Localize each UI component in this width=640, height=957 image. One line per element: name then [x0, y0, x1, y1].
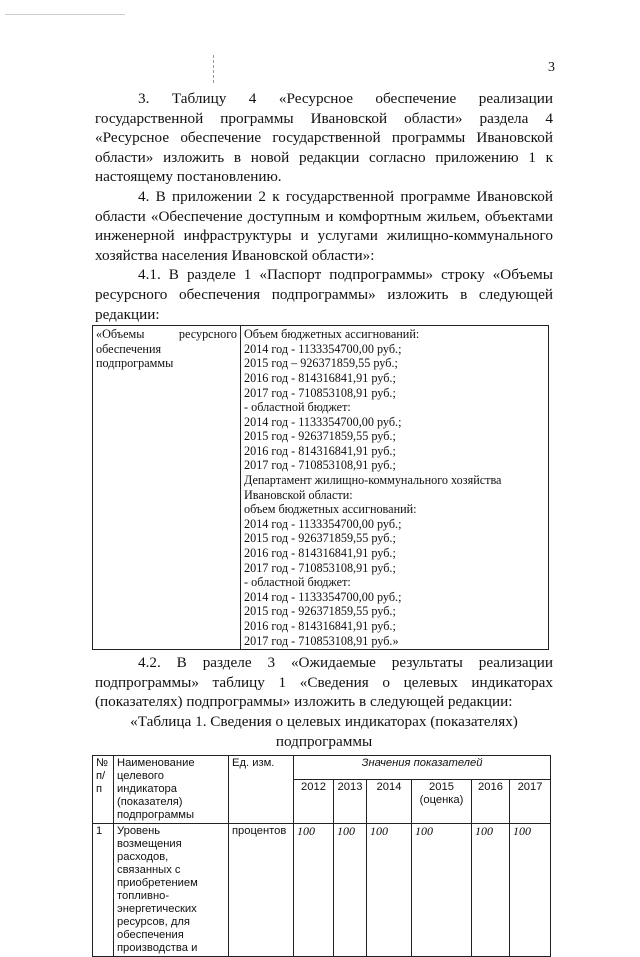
- header-year: 2015 (оценка): [412, 780, 472, 824]
- passport-value-line: 2017 год - 710853108,91 руб.;: [244, 560, 396, 575]
- section-4-2: [92, 653, 553, 751]
- passport-label-cell: [93, 326, 241, 650]
- page-content: [92, 0, 553, 957]
- row-num: 1: [93, 824, 114, 957]
- header-name: Наименование целевого индикатора (показателя) подпрограммы: [114, 756, 229, 824]
- passport-value-line: Объем бюджетных ассигнований:: [244, 327, 420, 342]
- passport-value-line: 2017 год - 710853108,91 руб.;: [244, 458, 396, 473]
- passport-values-cell: [241, 326, 549, 650]
- row-value: 100: [294, 824, 334, 957]
- row-value: 100: [367, 824, 412, 957]
- passport-value-line: 2015 год - 926371859,55 руб.;: [244, 604, 396, 619]
- indicators-table: [92, 755, 551, 957]
- passport-value-line: - областной бюджет:: [244, 400, 351, 415]
- row-value: 100: [472, 824, 510, 957]
- passport-value-line: 2014 год - 1133354700,00 руб.;: [244, 516, 402, 531]
- row-unit: процентов: [229, 824, 294, 957]
- paragraph-4: 4. В приложении 2 к государственной программе Ивановской области «Обеспечение доступным и комфортным жильем, объектами инженерной инфраструктуры и услугами жилищно-коммунального хозяйства населения Ивановской области»:: [95, 187, 553, 264]
- row-name: Уровень возмещения расходов, связанных с приобретением топливно-энергетических ресурсов, для обеспечения производства и: [114, 824, 229, 957]
- row-value: 100: [334, 824, 367, 957]
- row-value: 100: [412, 824, 472, 957]
- page-number: 3: [548, 60, 555, 75]
- header-year: 2013: [334, 780, 367, 824]
- header-values: Значения показателей: [294, 756, 551, 780]
- passport-value-line: Ивановской области:: [244, 487, 353, 502]
- header-num: № п/п: [93, 756, 114, 824]
- paragraph-4-2: 4.2. В разделе 3 «Ожидаемые результаты реализации подпрограммы» таблицу 1 «Сведения о целевых индикаторах (показателях) подпрограммы» изложить в следующей редакции:: [95, 654, 553, 711]
- passport-value-line: 2015 год – 926371859,55 руб.;: [244, 356, 398, 371]
- passport-table: [92, 325, 549, 650]
- passport-value-line: Департамент жилищно-коммунального хозяйства: [244, 473, 502, 488]
- passport-value-line: 2014 год - 1133354700,00 руб.;: [244, 414, 402, 429]
- passport-value-line: 2014 год - 1133354700,00 руб.;: [244, 589, 402, 604]
- table-header-row: [93, 756, 551, 780]
- header-year: 2012: [294, 780, 334, 824]
- passport-value-line: - областной бюджет:: [244, 575, 351, 590]
- table-row: [93, 326, 549, 650]
- table1-title: «Таблица 1. Сведения о целевых индикаторах (показателях) подпрограммы: [130, 712, 518, 750]
- passport-value-line: 2015 год - 926371859,55 руб.;: [244, 429, 396, 444]
- passport-value-line: 2015 год - 926371859,55 руб.;: [244, 531, 396, 546]
- passport-value-line: 2017 год - 710853108,91 руб.;: [244, 385, 396, 400]
- passport-value-line: 2016 год - 814316841,91 руб.;: [244, 370, 396, 385]
- header-unit: Ед. изм.: [229, 756, 294, 824]
- paragraph-4-1: 4.1. В разделе 1 «Паспорт подпрограммы» строку «Объемы ресурсного обеспечения подпрограммы» изложить в следующей редакции:: [95, 266, 553, 323]
- passport-value-line: 2016 год - 814316841,91 руб.;: [244, 619, 396, 633]
- passport-value-line: 2016 год - 814316841,91 руб.;: [244, 443, 396, 458]
- passport-value-line: 2016 год - 814316841,91 руб.;: [244, 546, 396, 561]
- header-year: 2016: [472, 780, 510, 824]
- document-body: [92, 89, 553, 324]
- passport-label: «Объемы ресурсного обеспечения подпрограммы: [96, 327, 237, 371]
- paragraph-3: 3. Таблицу 4 «Ресурсное обеспечение реализации государственной программы Ивановской области» раздела 4 «Ресурсное обеспечение государственной программы Ивановской области» изложить в новой редакции согласно приложению 1 к настоящему постановлению.: [95, 90, 553, 186]
- passport-value-line: 2017 год - 710853108,91 руб.»: [244, 633, 399, 648]
- passport-value-line: 2014 год - 1133354700,00 руб.;: [244, 341, 402, 356]
- header-year: 2014: [367, 780, 412, 824]
- table-row: [93, 824, 551, 957]
- header-year: 2017: [510, 780, 551, 824]
- row-value: 100: [510, 824, 551, 957]
- passport-value-line: объем бюджетных ассигнований:: [244, 502, 417, 517]
